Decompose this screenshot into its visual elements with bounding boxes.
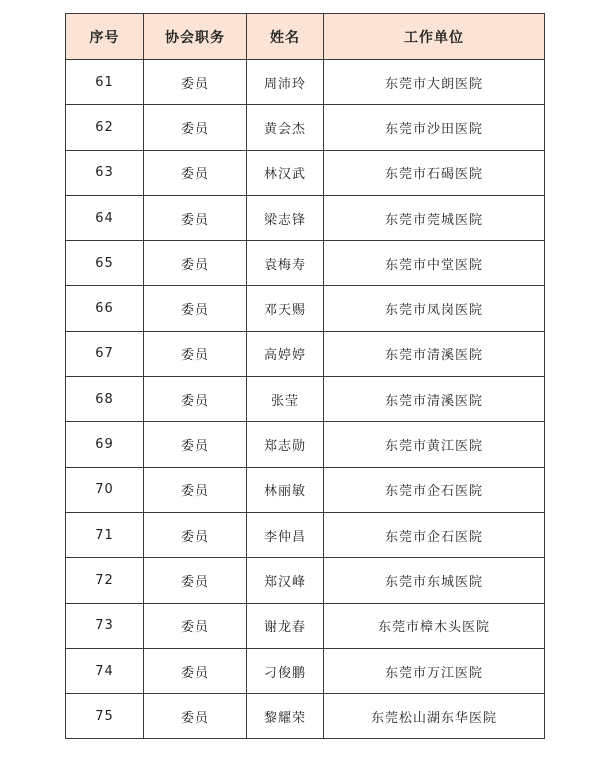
cell-name: 林丽敏 — [247, 467, 324, 512]
cell-role: 委员 — [144, 512, 247, 557]
cell-workplace: 东莞市万江医院 — [324, 648, 545, 693]
cell-name: 刁俊鹏 — [247, 648, 324, 693]
table-row — [66, 422, 545, 467]
table-row — [66, 150, 545, 195]
table-row — [66, 241, 545, 286]
cell-number: 67 — [66, 331, 144, 376]
cell-number: 70 — [66, 467, 144, 512]
cell-name: 黎耀荣 — [247, 694, 324, 739]
cell-role: 委员 — [144, 648, 247, 693]
header-workplace: 工作单位 — [324, 14, 545, 60]
cell-name: 周沛玲 — [247, 60, 324, 105]
table-row — [66, 286, 545, 331]
cell-number: 75 — [66, 694, 144, 739]
cell-role: 委员 — [144, 60, 247, 105]
header-number: 序号 — [66, 14, 144, 60]
cell-name: 袁梅寿 — [247, 241, 324, 286]
cell-role: 委员 — [144, 377, 247, 422]
cell-workplace: 东莞市大朗医院 — [324, 60, 545, 105]
cell-workplace: 东莞市黄江医院 — [324, 422, 545, 467]
cell-number: 68 — [66, 377, 144, 422]
cell-name: 梁志锋 — [247, 195, 324, 240]
cell-number: 65 — [66, 241, 144, 286]
cell-number: 62 — [66, 105, 144, 150]
cell-workplace: 东莞市企石医院 — [324, 512, 545, 557]
cell-number: 74 — [66, 648, 144, 693]
cell-role: 委员 — [144, 422, 247, 467]
cell-name: 郑汉峰 — [247, 558, 324, 603]
table-row — [66, 512, 545, 557]
cell-role: 委员 — [144, 331, 247, 376]
table-row — [66, 467, 545, 512]
cell-name: 邓天赐 — [247, 286, 324, 331]
cell-number: 72 — [66, 558, 144, 603]
cell-name: 谢龙春 — [247, 603, 324, 648]
header-name: 姓名 — [247, 14, 324, 60]
table-row — [66, 105, 545, 150]
cell-number: 69 — [66, 422, 144, 467]
cell-role: 委员 — [144, 286, 247, 331]
cell-name: 郑志勋 — [247, 422, 324, 467]
cell-role: 委员 — [144, 558, 247, 603]
cell-workplace: 东莞市东城医院 — [324, 558, 545, 603]
cell-workplace: 东莞市中堂医院 — [324, 241, 545, 286]
header-role: 协会职务 — [144, 14, 247, 60]
table-row — [66, 60, 545, 105]
cell-number: 61 — [66, 60, 144, 105]
cell-role: 委员 — [144, 150, 247, 195]
cell-role: 委员 — [144, 195, 247, 240]
cell-number: 71 — [66, 512, 144, 557]
cell-number: 66 — [66, 286, 144, 331]
cell-workplace: 东莞市沙田医院 — [324, 105, 545, 150]
cell-workplace: 东莞市凤岗医院 — [324, 286, 545, 331]
cell-workplace: 东莞市莞城医院 — [324, 195, 545, 240]
cell-workplace: 东莞松山湖东华医院 — [324, 694, 545, 739]
cell-workplace: 东莞市樟木头医院 — [324, 603, 545, 648]
cell-name: 黄会杰 — [247, 105, 324, 150]
table-row — [66, 694, 545, 739]
committee-member-table — [65, 13, 545, 739]
cell-name: 李仲昌 — [247, 512, 324, 557]
table-row — [66, 603, 545, 648]
table-header-row — [66, 14, 545, 60]
cell-role: 委员 — [144, 105, 247, 150]
cell-name: 高婷婷 — [247, 331, 324, 376]
cell-role: 委员 — [144, 241, 247, 286]
table-row — [66, 195, 545, 240]
cell-workplace: 东莞市石碣医院 — [324, 150, 545, 195]
cell-workplace: 东莞市清溪医院 — [324, 331, 545, 376]
cell-role: 委员 — [144, 603, 247, 648]
table-row — [66, 331, 545, 376]
cell-role: 委员 — [144, 467, 247, 512]
table-row — [66, 648, 545, 693]
cell-number: 73 — [66, 603, 144, 648]
cell-workplace: 东莞市企石医院 — [324, 467, 545, 512]
cell-name: 林汉武 — [247, 150, 324, 195]
table-row — [66, 377, 545, 422]
cell-number: 63 — [66, 150, 144, 195]
cell-workplace: 东莞市清溪医院 — [324, 377, 545, 422]
cell-name: 张莹 — [247, 377, 324, 422]
cell-number: 64 — [66, 195, 144, 240]
table-row — [66, 558, 545, 603]
cell-role: 委员 — [144, 694, 247, 739]
